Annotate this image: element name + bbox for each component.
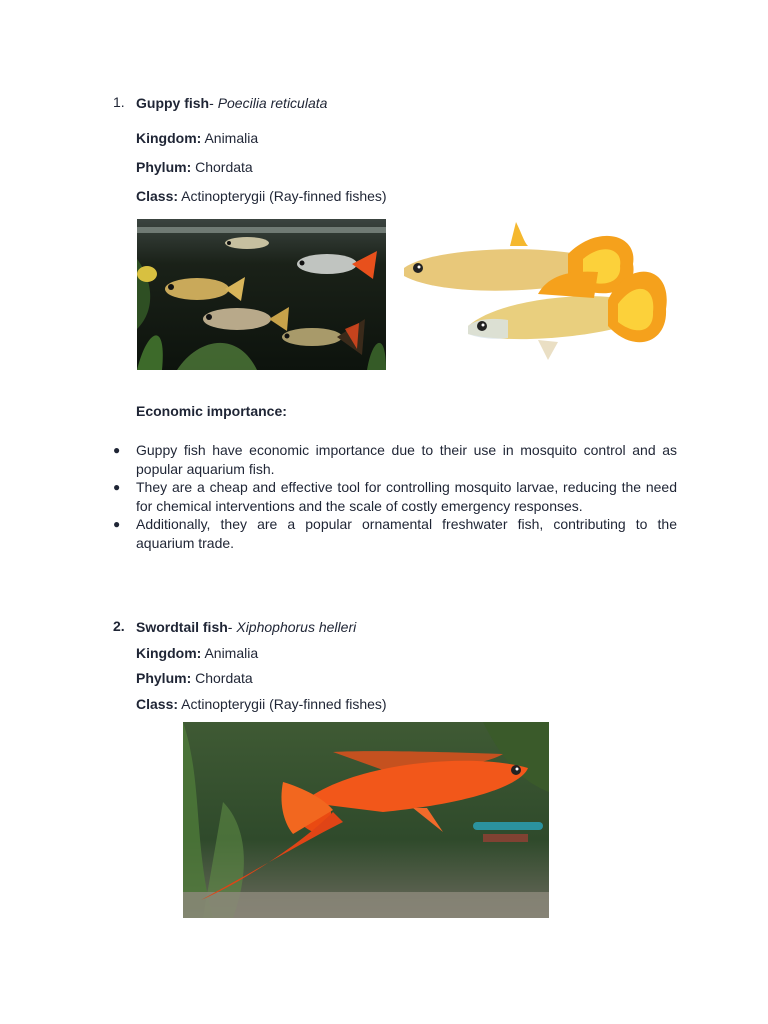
scientific-name: Poecilia reticulata [217,95,328,111]
class-value: Actinopterygii (Ray-finned fishes) [178,188,387,204]
title-separator: - [209,95,218,111]
class-line [136,187,387,205]
section-1-number: 1. [113,94,125,110]
common-name: Guppy fish [136,95,210,111]
title-separator: - [227,619,237,635]
common-name: Swordtail fish [136,619,228,635]
kingdom-line [136,644,258,662]
kingdom-value: Animalia [201,130,259,146]
section-2-number: 2. [113,618,125,634]
phylum-line [136,669,253,687]
scientific-name: Xiphophorus helleri [236,619,357,635]
kingdom-label: Kingdom: [136,645,202,661]
bullet-icon: ● [113,480,121,494]
kingdom-label: Kingdom: [136,130,202,146]
list-item [113,478,677,515]
phylum-value: Chordata [191,159,253,175]
bullet-text: Guppy fish have economic importance due to their use in mosquito control and as popular aquarium fish. [136,442,677,477]
bullet-text: Additionally, they are a popular ornamental freshwater fish, contributing to the aquarium trade. [136,516,677,551]
economic-importance-list [113,441,677,552]
bullet-icon: ● [113,517,121,531]
bullet-text: They are a cheap and effective tool for controlling mosquito larvae, reducing the need for chemical interventions and the scale of costly emergency responses. [136,479,677,514]
guppy-pair-photo [398,214,668,364]
bullet-icon: ● [113,443,121,457]
economic-importance-heading: Economic importance: [136,403,287,419]
phylum-label: Phylum: [136,670,192,686]
class-label: Class: [136,188,179,204]
guppy-aquarium-photo [137,219,386,370]
kingdom-value: Animalia [201,645,259,661]
swordtail-photo [183,722,549,918]
phylum-line [136,158,253,176]
section-2-title [136,618,356,636]
phylum-value: Chordata [191,670,253,686]
list-item [113,515,677,552]
phylum-label: Phylum: [136,159,192,175]
class-value: Actinopterygii (Ray-finned fishes) [178,696,387,712]
list-item [113,441,677,478]
class-line [136,695,387,713]
class-label: Class: [136,696,179,712]
section-1-title [136,94,327,112]
kingdom-line [136,129,258,147]
